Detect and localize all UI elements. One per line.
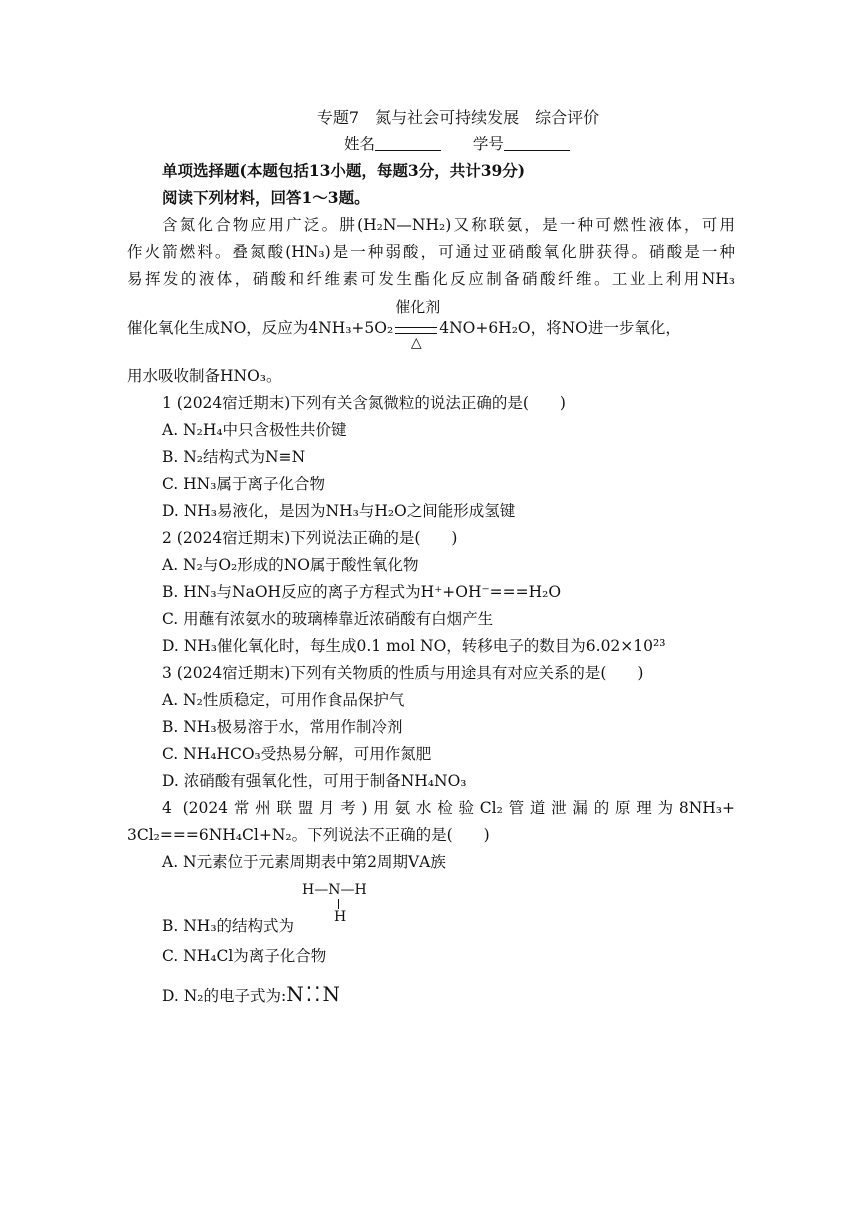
- material-line-3: 易挥发的液体，硝酸和纤维素可发生酯化反应制备硝酸纤维。工业上利用NH₃: [127, 270, 735, 288]
- question-3-option-d[interactable]: D. 浓硝酸有强氧化性，可用于制备NH₄NO₃: [162, 772, 467, 790]
- question-3-option-b[interactable]: B. NH₃极易溶于水，常用作制冷剂: [162, 718, 403, 736]
- question-3-option-a[interactable]: A. N₂性质稳定，可用作食品保护气: [162, 691, 405, 709]
- question-1-option-b[interactable]: B. N₂结构式为N≡N: [162, 448, 306, 466]
- question-1-option-c[interactable]: C. HN₃属于离子化合物: [162, 475, 325, 493]
- section-heading: 单项选择题(本题包括13小题，每题3分，共计39分): [162, 161, 526, 180]
- nh3-structure-bottom: H: [334, 909, 347, 925]
- question-4-option-b[interactable]: B. NH₃的结构式为: [162, 917, 295, 935]
- catalyst-label: 催化剂: [395, 298, 441, 316]
- material-line-4: [127, 298, 681, 351]
- question-2-option-d[interactable]: D. NH₃催化氧化时，每生成0.1 mol NO，转移电子的数目为6.02×10²³: [162, 637, 666, 655]
- reaction-right: 4NO+6H₂O，将NO进一步氧化，: [439, 319, 681, 337]
- question-1-stem: 1 (2024宿迁期末)下列有关含氮微粒的说法正确的是( ): [162, 394, 566, 412]
- material-line-1: 含氮化合物应用广泛。肼(H₂N—NH₂)又称联氨，是一种可燃性液体，可用: [162, 216, 735, 234]
- question-4-stem-line-1: 4 (2024常州联盟月考)用氨水检验Cl₂管道泄漏的原理为8NH₃+: [162, 799, 735, 817]
- heat-symbol: △: [410, 335, 422, 351]
- id-label: 学号: [472, 135, 504, 153]
- nh3-structure-top: H—N—H: [302, 882, 367, 898]
- question-4-option-d-text: D. N₂的电子式为:: [162, 987, 287, 1005]
- reaction-left: 催化氧化生成NO，反应为4NH₃+5O₂: [127, 319, 394, 337]
- name-id-row: [344, 133, 570, 155]
- question-4-option-d[interactable]: [162, 983, 342, 1007]
- reaction-condition: [395, 298, 441, 351]
- material-line-5: 用水吸收制备HNO₃。: [127, 367, 282, 385]
- question-4-stem-line-2: 3Cl₂===6NH₄Cl+N₂。下列说法不正确的是( ): [127, 826, 490, 844]
- question-2-option-c[interactable]: C. 用蘸有浓氨水的玻璃棒靠近浓硝酸有白烟产生: [162, 610, 494, 628]
- question-1-option-a[interactable]: A. N₂H₄中只含极性共价键: [162, 421, 347, 439]
- question-1-option-d[interactable]: D. NH₃易液化，是因为NH₃与H₂O之间能形成氢键: [162, 502, 516, 520]
- id-blank[interactable]: [504, 136, 570, 151]
- section-instruction: 阅读下列材料，回答1～3题。: [162, 188, 370, 207]
- question-2-stem: 2 (2024宿迁期末)下列说法正确的是( ): [162, 529, 458, 547]
- name-label: 姓名: [344, 135, 376, 153]
- material-line-2: 作火箭燃料。叠氮酸(HN₃)是一种弱酸，可通过亚硝酸氧化肼获得。硝酸是一种: [127, 243, 735, 261]
- question-2-option-a[interactable]: A. N₂与O₂形成的NO属于酸性氧化物: [162, 556, 419, 574]
- question-4-option-c[interactable]: C. NH₄Cl为离子化合物: [162, 947, 327, 965]
- n2-electron-formula: N⁚⁚N: [286, 982, 342, 1006]
- question-2-option-b[interactable]: B. HN₃与NaOH反应的离子方程式为H⁺+OH⁻===H₂O: [162, 583, 562, 601]
- question-4-option-a[interactable]: A. N元素位于元素周期表中第2周期ⅤA族: [162, 853, 446, 871]
- question-3-option-c[interactable]: C. NH₄HCO₃受热易分解，可用作氮肥: [162, 745, 432, 763]
- page-title: 专题7 氮与社会可持续发展 综合评价: [316, 108, 600, 127]
- name-blank[interactable]: [375, 136, 441, 151]
- question-3-stem: 3 (2024宿迁期末)下列有关物质的性质与用途具有对应关系的是( ): [162, 664, 644, 682]
